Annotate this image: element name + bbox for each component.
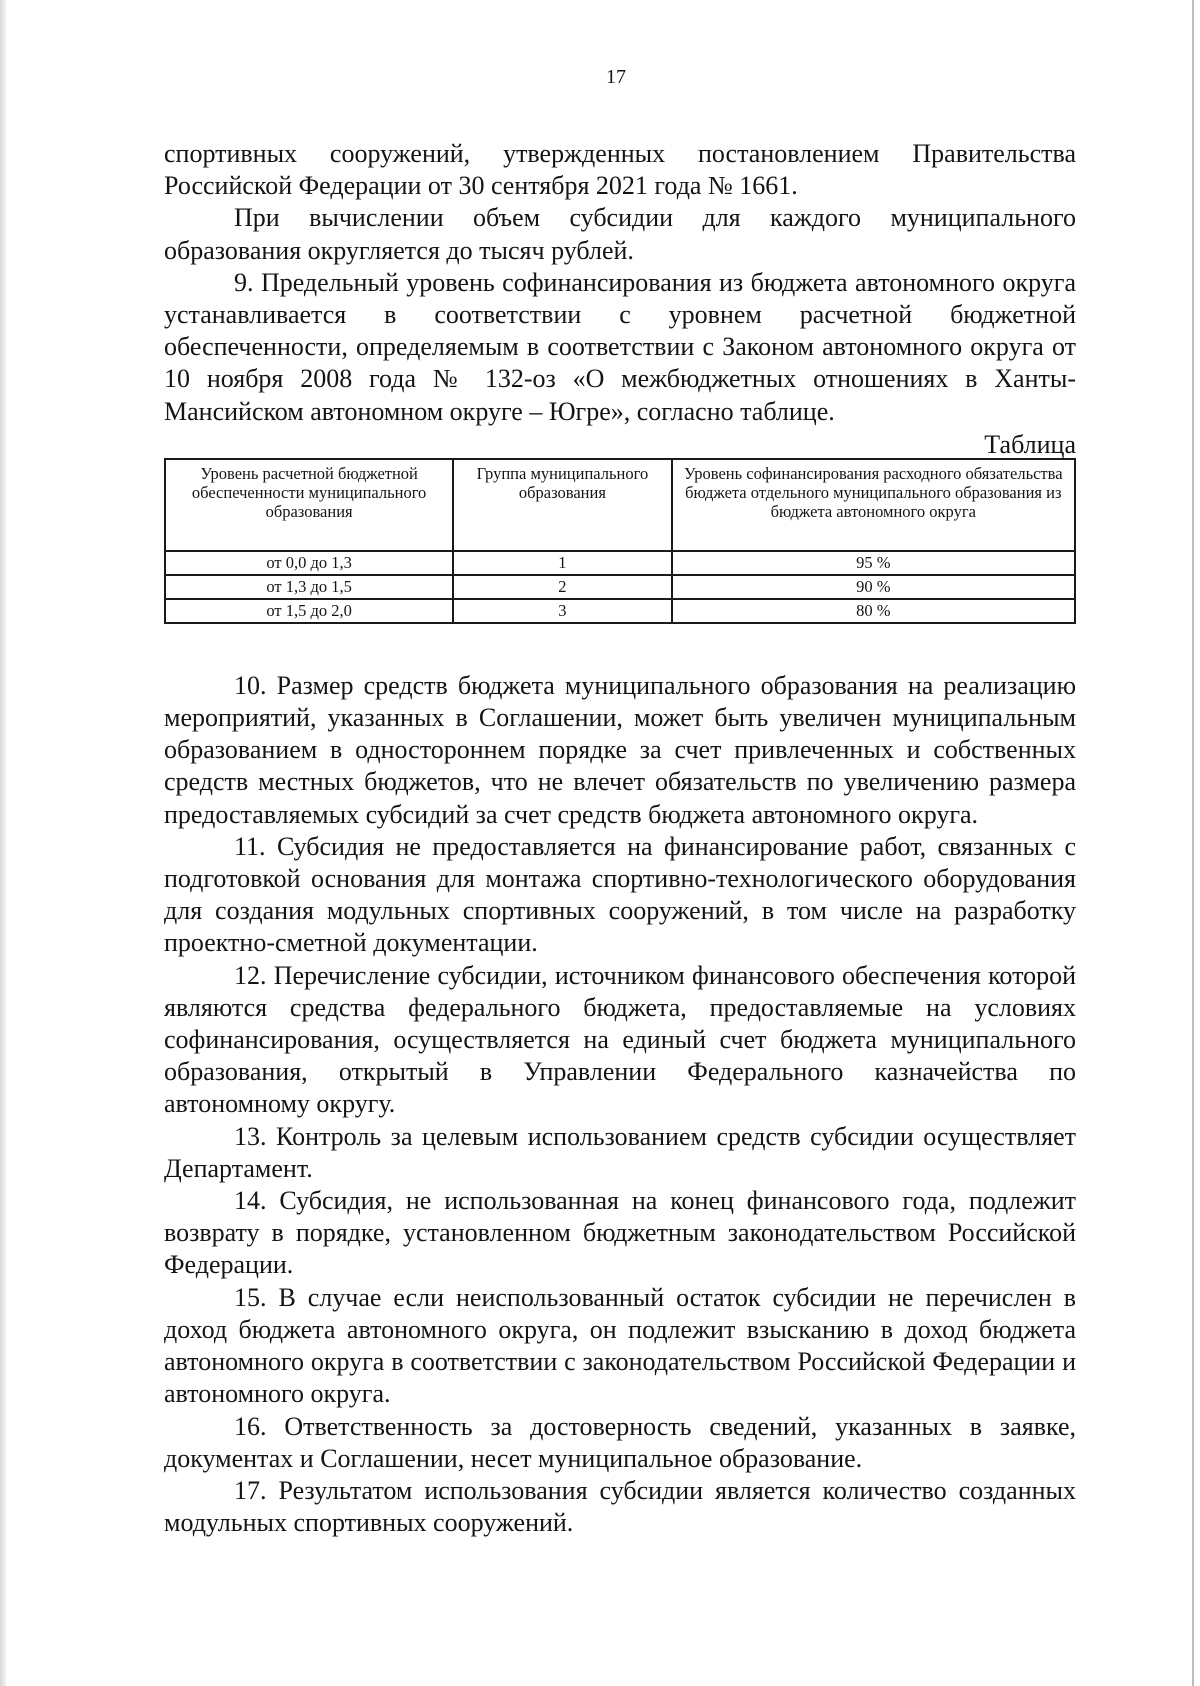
table-row (165, 551, 1075, 575)
header-cofinancing-rate: Уровень софинансирования расходного обязательства бюджета отдельного муниципального образования из бюджета автономного округа (672, 459, 1075, 551)
paragraph-rounding: При вычислении объем субсидии для каждого муниципального образования округляется до тысяч рублей. (164, 203, 1076, 265)
paragraph-item-15: 15. В случае если неиспользованный остаток субсидии не перечислен в доход бюджета автономного округа, он подлежит взысканию в доход бюджета автономного округа в соответствии с законодательством Российской Федерации и автономного округа. (164, 1282, 1076, 1409)
page-number: 17 (606, 66, 626, 88)
paragraphs-after-table (164, 670, 1076, 1539)
paragraph-item-14: 14. Субсидия, не использованная на конец финансового года, подлежит возврату в порядке, установленном бюджетным законодательством Российской Федерации. (164, 1186, 1076, 1280)
table-header-row (165, 459, 1075, 551)
paragraph-item-12: 12. Перечисление субсидии, источником финансового обеспечения которой являются средства федерального бюджета, предоставляемые на условиях софинансирования, осуществляется на единый счет бюджета муниципального образования, открытый в Управлении Федерального казначейства по автономному округу. (164, 960, 1076, 1119)
paragraph-item-10: 10. Размер средств бюджета муниципального образования на реализацию мероприятий, указанных в Соглашении, может быть увеличен муниципальным образованием в одностороннем порядке за счет привлеченных и собственных средств местных бюджетов, что не влечет обязательств по увеличению размера предоставляемых субсидий за счет средств бюджета автономного округа. (164, 670, 1076, 829)
table-row (165, 599, 1075, 623)
paragraph-item-9: 9. Предельный уровень софинансирования из бюджета автономного округа устанавливается в соответствии с уровнем расчетной бюджетной обеспеченности, определяемым в соответствии с Законом автономного округа от 10 ноября 2008 года № 132-оз «О межбюджетных отношениях в Ханты-Мансийском автономном округе – Югре», согласно таблице. (164, 267, 1076, 426)
cell-rate: 80 % (672, 599, 1075, 623)
scan-edge-right (1192, 0, 1194, 1686)
cell-rate: 95 % (672, 551, 1075, 575)
paragraph-item-11: 11. Субсидия не предоставляется на финансирование работ, связанных с подготовкой основания для монтажа спортивно-технологического оборудования для создания модульных спортивных сооружений, в том числе на разработку проектно-сметной документации. (164, 831, 1076, 958)
header-budget-level: Уровень расчетной бюджетной обеспеченности муниципального образования (165, 459, 453, 551)
header-municipal-group: Группа муниципального образования (453, 459, 671, 551)
paragraph-item-16: 16. Ответственность за достоверность сведений, указанных в заявке, документах и Соглашении, несет муниципальное образование. (164, 1411, 1076, 1473)
table-row (165, 575, 1075, 599)
cell-budget-level: от 1,5 до 2,0 (165, 599, 453, 623)
paragraph-item-17: 17. Результатом использования субсидии является количество созданных модульных спортивных сооружений. (164, 1475, 1076, 1538)
cell-budget-level: от 1,3 до 1,5 (165, 575, 453, 599)
table-caption: Таблица (984, 429, 1076, 459)
cofinancing-table (164, 458, 1076, 624)
paragraph-item-13: 13. Контроль за целевым использованием средств субсидии осуществляет Департамент. (164, 1121, 1076, 1183)
document-body (164, 138, 1076, 1539)
cell-group: 3 (453, 599, 671, 623)
cell-group: 2 (453, 575, 671, 599)
cell-group: 1 (453, 551, 671, 575)
paragraph-continuation: спортивных сооружений, утвержденных постановлением Правительства Российской Федерации от 30 сентября 2021 года № 1661. (164, 139, 1076, 201)
cell-rate: 90 % (672, 575, 1075, 599)
scan-edge-left (0, 0, 6, 1686)
cell-budget-level: от 0,0 до 1,3 (165, 551, 453, 575)
